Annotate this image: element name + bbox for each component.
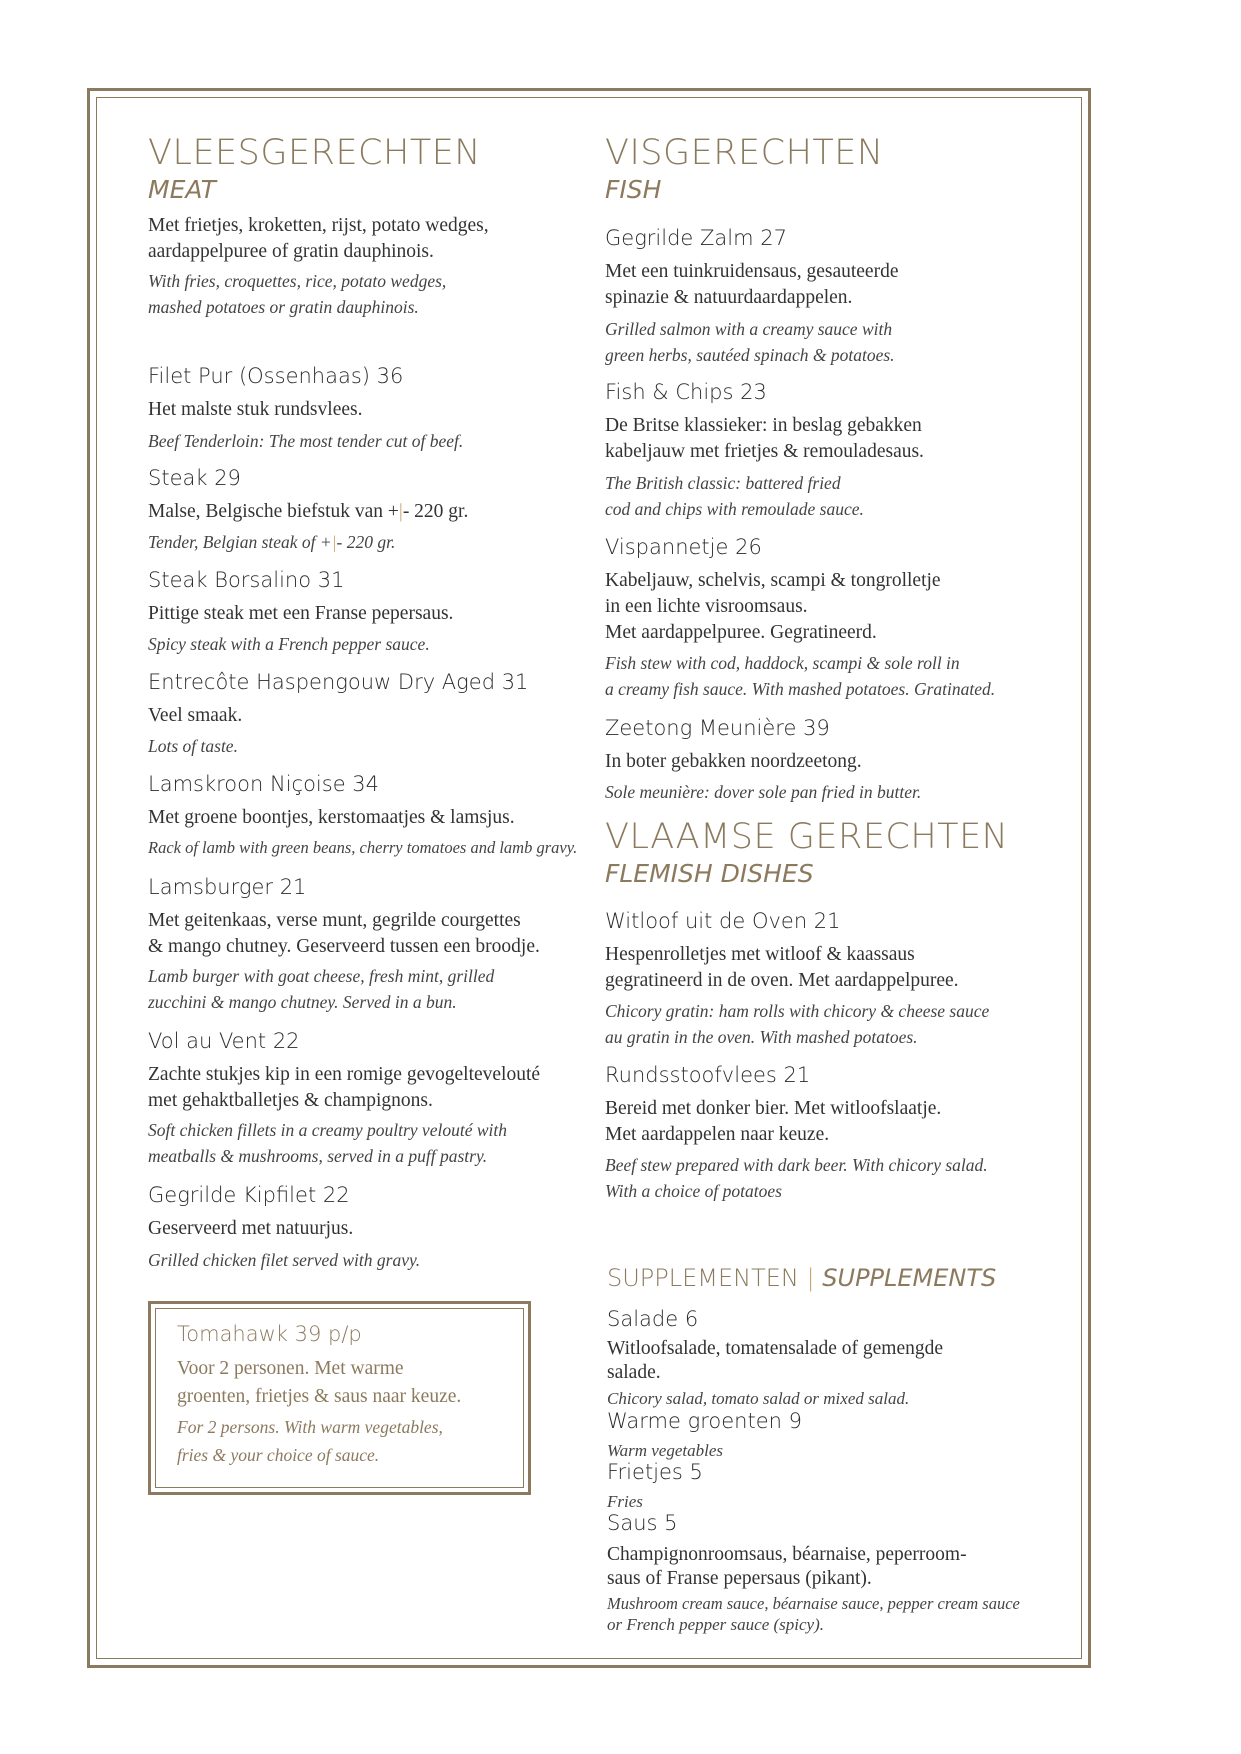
supplement-desc-en: or French pepper sauce (spicy). bbox=[607, 1615, 824, 1634]
dish-name: Steak Borsalino 31 bbox=[148, 568, 345, 592]
supplement-desc-nl: Champignonroomsaus, béarnaise, peperroom- bbox=[607, 1544, 967, 1565]
dish-desc-en: Sole meunière: dover sole pan fried in butter. bbox=[605, 782, 922, 802]
dish-name: Entrecôte Haspengouw Dry Aged 31 bbox=[148, 670, 529, 694]
supplement-desc-nl: Witloofsalade, tomatensalade of gemengde bbox=[607, 1338, 944, 1359]
dish-desc-en: meatballs & mushrooms, served in a puff pastry. bbox=[148, 1146, 488, 1166]
dish-desc-en: Chicory gratin: ham rolls with chicory & cheese sauce bbox=[605, 1001, 990, 1021]
tomahawk-desc-en: For 2 persons. With warm vegetables, bbox=[177, 1417, 443, 1437]
flemish-title: VLAAMSE GERECHTEN bbox=[605, 817, 1009, 857]
dish-desc-en: a creamy fish sauce. With mashed potatoes. Gratinated. bbox=[605, 679, 996, 699]
dish-desc-nl: kabeljauw met frietjes & remouladesaus. bbox=[605, 441, 924, 462]
separator-bar: | bbox=[806, 1264, 815, 1292]
meat-intro-nl: Met frietjes, kroketten, rijst, potato wedges, bbox=[148, 215, 489, 236]
tomahawk-name: Tomahawk 39 p/p bbox=[177, 1322, 362, 1346]
dish-desc-en: With a choice of potatoes bbox=[605, 1181, 782, 1201]
dish-name: Gegrilde Kipfilet 22 bbox=[148, 1183, 350, 1207]
dish-desc-nl: gegratineerd in de oven. Met aardappelpuree. bbox=[605, 970, 959, 991]
dish-desc-en: Rack of lamb with green beans, cherry tomatoes and lamb gravy. bbox=[148, 838, 578, 857]
dish-desc-en: zucchini & mango chutney. Served in a bun. bbox=[148, 992, 457, 1012]
dish-desc-nl: Kabeljauw, schelvis, scampi & tongrolletje bbox=[605, 570, 941, 591]
meat-subtitle: MEAT bbox=[148, 175, 216, 204]
dish-name: Witloof uit de Oven 21 bbox=[605, 909, 841, 933]
fish-title: VISGERECHTEN bbox=[605, 133, 884, 173]
dish-name: Vol au Vent 22 bbox=[148, 1029, 300, 1053]
dish-desc-en: au gratin in the oven. With mashed potatoes. bbox=[605, 1027, 918, 1047]
supplement-desc-nl: salade. bbox=[607, 1362, 661, 1383]
meat-intro-nl: aardappelpuree of gratin dauphinois. bbox=[148, 241, 434, 262]
supplement-desc-en: Warm vegetables bbox=[607, 1441, 723, 1460]
dish-desc-nl: Met groene boontjes, kerstomaatjes & lamsjus. bbox=[148, 807, 515, 828]
flemish-subtitle: FLEMISH DISHES bbox=[605, 859, 814, 888]
dish-desc-en: Soft chicken fillets in a creamy poultry velouté with bbox=[148, 1120, 507, 1140]
dish-desc-nl: Pittige steak met een Franse pepersaus. bbox=[148, 603, 454, 624]
dish-desc-nl: Het malste stuk rundsvlees. bbox=[148, 399, 363, 420]
dish-desc-en: Fish stew with cod, haddock, scampi & sole roll in bbox=[605, 653, 960, 673]
dish-desc-en: The British classic: battered fried bbox=[605, 473, 841, 493]
supplement-desc-en: Chicory salad, tomato salad or mixed salad. bbox=[607, 1389, 910, 1408]
dish-name: Rundsstoofvlees 21 bbox=[605, 1063, 811, 1087]
dish-name: Gegrilde Zalm 27 bbox=[605, 226, 787, 250]
dish-desc-nl: Veel smaak. bbox=[148, 705, 243, 726]
supplement-name: Saus 5 bbox=[607, 1511, 678, 1535]
dish-desc-en: Tender, Belgian steak of +|- 220 gr. bbox=[148, 532, 396, 552]
dish-desc-en: Lots of taste. bbox=[148, 736, 238, 756]
dish-name: Fish & Chips 23 bbox=[605, 380, 767, 404]
supplement-desc-en: Mushroom cream sauce, béarnaise sauce, pepper cream sauce bbox=[607, 1594, 1020, 1613]
dish-name: Lamskroon Niçoise 34 bbox=[148, 772, 380, 796]
dish-name: Vispannetje 26 bbox=[605, 535, 762, 559]
supplement-name: Frietjes 5 bbox=[607, 1460, 703, 1484]
tomahawk-desc-nl: Voor 2 personen. Met warme bbox=[177, 1358, 404, 1379]
supplement-desc-en: Fries bbox=[607, 1492, 643, 1511]
dish-desc-nl: & mango chutney. Geserveerd tussen een broodje. bbox=[148, 936, 540, 957]
dish-desc-nl: Met aardappelpuree. Gegratineerd. bbox=[605, 622, 877, 643]
dish-name: Steak 29 bbox=[148, 466, 241, 490]
supplement-name: Salade 6 bbox=[607, 1307, 699, 1331]
separator-bar: | bbox=[331, 532, 337, 552]
dish-desc-nl: Met een tuinkruidensaus, gesauteerde bbox=[605, 261, 899, 282]
dish-desc-nl: spinazie & natuurdaardappelen. bbox=[605, 287, 853, 308]
dish-name: Lamsburger 21 bbox=[148, 875, 307, 899]
dish-desc-en: cod and chips with remoulade sauce. bbox=[605, 499, 864, 519]
dish-desc-nl: met gehaktballetjes & champignons. bbox=[148, 1090, 433, 1111]
dish-desc-nl: Bereid met donker bier. Met witloofslaatje. bbox=[605, 1098, 942, 1119]
dish-desc-nl: Geserveerd met natuurjus. bbox=[148, 1218, 354, 1239]
meat-intro-en: mashed potatoes or gratin dauphinois. bbox=[148, 297, 419, 317]
dish-desc-en: Grilled salmon with a creamy sauce with bbox=[605, 319, 893, 339]
dish-desc-nl: De Britse klassieker: in beslag gebakken bbox=[605, 415, 922, 436]
meat-intro-en: With fries, croquettes, rice, potato wedges, bbox=[148, 271, 447, 291]
supplements-title: SUPPLEMENTEN | SUPPLEMENTS bbox=[607, 1264, 997, 1292]
dish-name: Filet Pur (Ossenhaas) 36 bbox=[148, 364, 404, 388]
fish-subtitle: FISH bbox=[605, 175, 662, 204]
tomahawk-desc-en: fries & your choice of sauce. bbox=[177, 1445, 380, 1465]
supplement-desc-nl: saus of Franse pepersaus (pikant). bbox=[607, 1568, 872, 1589]
dish-desc-nl: Hespenrolletjes met witloof & kaassaus bbox=[605, 944, 915, 965]
dish-desc-nl: Met aardappelen naar keuze. bbox=[605, 1124, 830, 1145]
dish-desc-en: Beef Tenderloin: The most tender cut of beef. bbox=[148, 431, 464, 451]
dish-desc-nl: Zachte stukjes kip in een romige gevogeltevelouté bbox=[148, 1064, 541, 1085]
dish-desc-nl: Malse, Belgische biefstuk van +|- 220 gr. bbox=[148, 501, 469, 522]
dish-desc-nl: in een lichte visroomsaus. bbox=[605, 596, 808, 617]
meat-title: VLEESGERECHTEN bbox=[148, 133, 481, 173]
tomahawk-desc-nl: groenten, frietjes & saus naar keuze. bbox=[177, 1386, 462, 1407]
dish-desc-nl: In boter gebakken noordzeetong. bbox=[605, 751, 862, 772]
dish-desc-en: Grilled chicken filet served with gravy. bbox=[148, 1250, 421, 1270]
dish-name: Zeetong Meunière 39 bbox=[605, 716, 830, 740]
dish-desc-en: green herbs, sautéed spinach & potatoes. bbox=[605, 345, 895, 365]
dish-desc-en: Spicy steak with a French pepper sauce. bbox=[148, 634, 430, 654]
dish-desc-en: Lamb burger with goat cheese, fresh mint, grilled bbox=[148, 966, 495, 986]
dish-desc-nl: Met geitenkaas, verse munt, gegrilde courgettes bbox=[148, 910, 521, 931]
separator-bar: | bbox=[398, 501, 403, 522]
dish-desc-en: Beef stew prepared with dark beer. With chicory salad. bbox=[605, 1155, 988, 1175]
supplement-name: Warme groenten 9 bbox=[607, 1409, 802, 1433]
